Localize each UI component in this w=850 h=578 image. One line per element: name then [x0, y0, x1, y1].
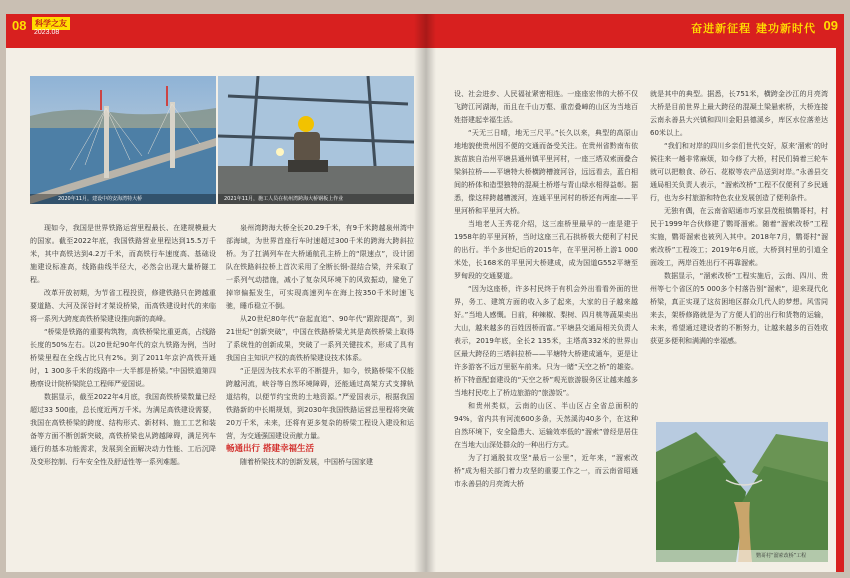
- photo2-caption: 2021年11月，施工人员在杭州湾跨海大桥钢板上作业: [224, 196, 344, 202]
- right-page: [424, 14, 844, 572]
- paragraph: “天无三日晴，地无三尺平。”长久以来，典型的高原山地地貌使贵州因不便的交通而备受关注。在贵州省黔南布依族苗族自治州平塘县通州镇平里河村，一座三塔双索面叠合梁斜拉桥——平塘特大桥横跨槽渡河谷，远远看去，蓝白相间的桥体和造型独特的混凝土桥塔与青山绿水相得益彰。据悉，像这样跨越槽渡河，连通平里河村的桥还有两座——平里河桥和平里河大桥。: [454, 129, 638, 215]
- right-header-bar: [424, 14, 844, 48]
- paragraph: 数据显示，截至2022年4月底，我国高铁桥梁数量已经超过33 500座，总长度近两万千米。为满足高铁建设需要，我国在高铁桥梁的跨度、结构形式、新材料、施工工艺和装备等方面不断创新突破，高铁桥梁也从跨越障碍，满足列车通行的基本功能需求，发展到全面解决动力性能、工后沉降及变形控制、行车安全性及舒适性等一系列难题。: [30, 393, 216, 466]
- paragraph: “我们和对岸的四川乡亲们世代交好，原来‘溜索’的时候往来一趟非常麻烦，如今修了大桥，村民们骑着三轮车就可以把粮食、砂石、花椒等农产品送到对岸。”永善县交通局相关负责人表示，“溜索改桥”工程不仅便利了乡民通行，也为乡村旅游和特色农业发展创造了便利条件。: [650, 142, 828, 202]
- paragraph: “因为这座桥，许多村民终于有机会外出看看外面的世界，务工、建筑方面的收入多了起来，大家的日子越来越好。”当地人感慨。日前，种辣椒、梨树、四月桃等蔬果卖出大山，越来越多的百姓因桥而富。”平塘县交通局相关负责人表示，2019年底，全长2 135米，主塔高332米的世界山区最大跨径的三塔斜拉桥——平塘特大桥建成通车，更是让许多游客不远万里驱车前来。只为一睹“天空之桥”的雄姿。桥下特意配套建设的“天空之桥”观光旅游服务区让越来越多当地村民吃上了桥边旅游的“旅游饭”。: [454, 285, 638, 397]
- spine-shadow: [414, 14, 436, 572]
- issue-date: 2023.08: [34, 29, 60, 36]
- paragraph: 从20世纪80年代“奋起直追”、90年代“跟踪提高”，到21世纪“创新突破”，中国在铁路桥梁尤其是高铁桥梁上取得了系统性的创新成果，突破了一系列关键技术，形成了具有我国自主知识产权的高铁桥梁建设技术体系。: [226, 315, 414, 362]
- paragraph: 无独有偶，在云南省昭通市巧家县茂租镇鹦哥村，村民于1999年合伙修建了鹦哥溜索。随着“溜索改桥”工程实施，鹦哥溜索也被列入其中。2018年7月，鹦哥村“溜索改桥”工程竣工；2019年6月底，大桥到村里的引道全面竣工，两岸百姓出行不再靠溜索。: [650, 207, 828, 267]
- right-page-number: 09: [823, 18, 838, 33]
- section-title: 奋进新征程 建功新时代: [691, 22, 816, 35]
- valley-bridge-image: [656, 422, 828, 562]
- paragraph: 数据显示，“溜索改桥”工程实施后，云南、四川、贵州等七个省区的5 000多个村落告别“溜索”，迎来现代化桥梁，真正实现了这贫困地区群众几代人的梦想。风雪同来去，架桥修路就是为了方便人们的出行和货物的运输，未来，希望通过建设者的不断努力，让越来越多的百姓收获更多便利和满满的幸福感。: [650, 272, 828, 345]
- left-column-1: [30, 222, 216, 562]
- paragraph: 随着桥梁技术的创新发展，中国桥与国家建: [240, 458, 373, 466]
- magazine-tag: 科学之友: [32, 17, 70, 30]
- section-subheading: 畅通出行 搭建幸福生活: [226, 444, 314, 454]
- left-page: [6, 14, 424, 572]
- paragraph: 现如今，我国是世界铁路运营里程最长、在建规模最大的国家。截至2022年底，我国铁路营业里程达到15.5万千米，其中高铁达到4.2万千米，而高铁行车速度高、基础设施建设标准高，线路曲线半径大，必然会出现大量桥隧工程。: [30, 224, 216, 284]
- photo3-caption: 鹦哥村“溜索改桥”工程: [756, 553, 807, 559]
- right-column-1: [454, 88, 638, 566]
- paragraph: 为了打通脱贫攻坚“最后一公里”，近年来，“溜索改桥”成为相关部门着力攻坚的重要工作之一，而云南省昭通市永善县的月亮湾大桥: [454, 454, 638, 488]
- paragraph: 就是其中的典型。据悉，长751米，横跨金沙江的月亮湾大桥是目前世界上最大跨径的混凝土梁悬索桥，大桥连接云南永善县大兴镇和四川金阳县德溪乡，库区水位落差达60米以上。: [650, 90, 828, 137]
- paragraph: 和贵州类似，云南的山区、半山区占全省总面积的94%，省内共有河流600多条，天然溪沟40多个，在这种自然环境下，安全隐患大、运输效率低的“溜索”曾经是居住在当地大山深处群众的一种出行方式。: [454, 402, 638, 449]
- bridge-construction-photo: [30, 76, 216, 204]
- worker-welding-image: [218, 76, 414, 204]
- paragraph: 改革开放初期，为节省工程投资，修建铁路只在跨越重要道路、大河及深谷时才架设桥梁，而高铁建设时代的来临将一系列大跨度高铁桥梁建设推向新的高峰。: [30, 289, 216, 323]
- right-edge-band: [836, 48, 844, 572]
- paragraph: 泉州湾跨海大桥全长20.29千米，有9千米跨越泉州湾中部海域，为世界首座行车时速超过300千米的跨海大跨斜拉桥。为了扛满列车在大桥通航孔主桥上的“限速点”，设计团队在铁路斜拉桥上首次采用了全断长钢-混结合梁，并采取了一系列气动措施，减小了复杂风环境下的风致振动，避免了掉帘偏振发生，可实现高速列车在海上按350千米时速飞驰，睡币稳立不倒。: [226, 224, 414, 310]
- paragraph: 当地老人王秀花介绍，这三座桥里最早的一座是建于1958年的平里河桥，当时这座三孔石拱桥极大便利了村民的出行。半个多世纪后的2015年，在平里河桥上游1 000米处，长168米的平里河大桥建成，成为国道G552平塘至罗甸段的交通要道。: [454, 220, 638, 280]
- right-column-2: [650, 88, 828, 418]
- left-header-bar: [6, 14, 424, 48]
- photo1-caption: 2020年11月，建设中的安海湾特大桥: [58, 196, 143, 202]
- left-page-number: 08: [12, 18, 27, 33]
- bridge-construction-image: [30, 76, 216, 204]
- left-column-2: [226, 222, 414, 562]
- worker-welding-photo: [218, 76, 414, 204]
- paragraph: “桥梁是铁路的重要构筑物，高铁桥梁比重更高，占线路长度的50%左右。以20世纪90年代的京九铁路为例，当时桥梁里程在全线占比只有2%。到了2011年京沪高铁开通时，1 300多千米的线路中一大半都是桥梁。”中国铁道第四勘察设计院桥梁院总工程师严爱国说。: [30, 328, 216, 388]
- valley-bridge-photo: [656, 422, 828, 562]
- paragraph: 设、社会进步、人民福祉紧密相连。一座座宏伟的大桥不仅飞跨江河湖海，而且在千山万壑、重峦叠嶂的山区为当地百姓搭建起幸福生活。: [454, 90, 638, 124]
- paragraph: “正是因为技术水平的不断提升，如今，铁路桥梁不仅能跨越河流，峡谷等自然环境障碍，还能通过高架方式支撑轨道结构，以便节约宝贵的土地资源。”严爱国表示，根据我国铁路新的中长期规划，到2030年我国铁路运营总里程将突破20万千米，未来，还将有更多复杂的桥梁工程设入建设和运营，为交通强国建设贡献力量。: [226, 367, 414, 440]
